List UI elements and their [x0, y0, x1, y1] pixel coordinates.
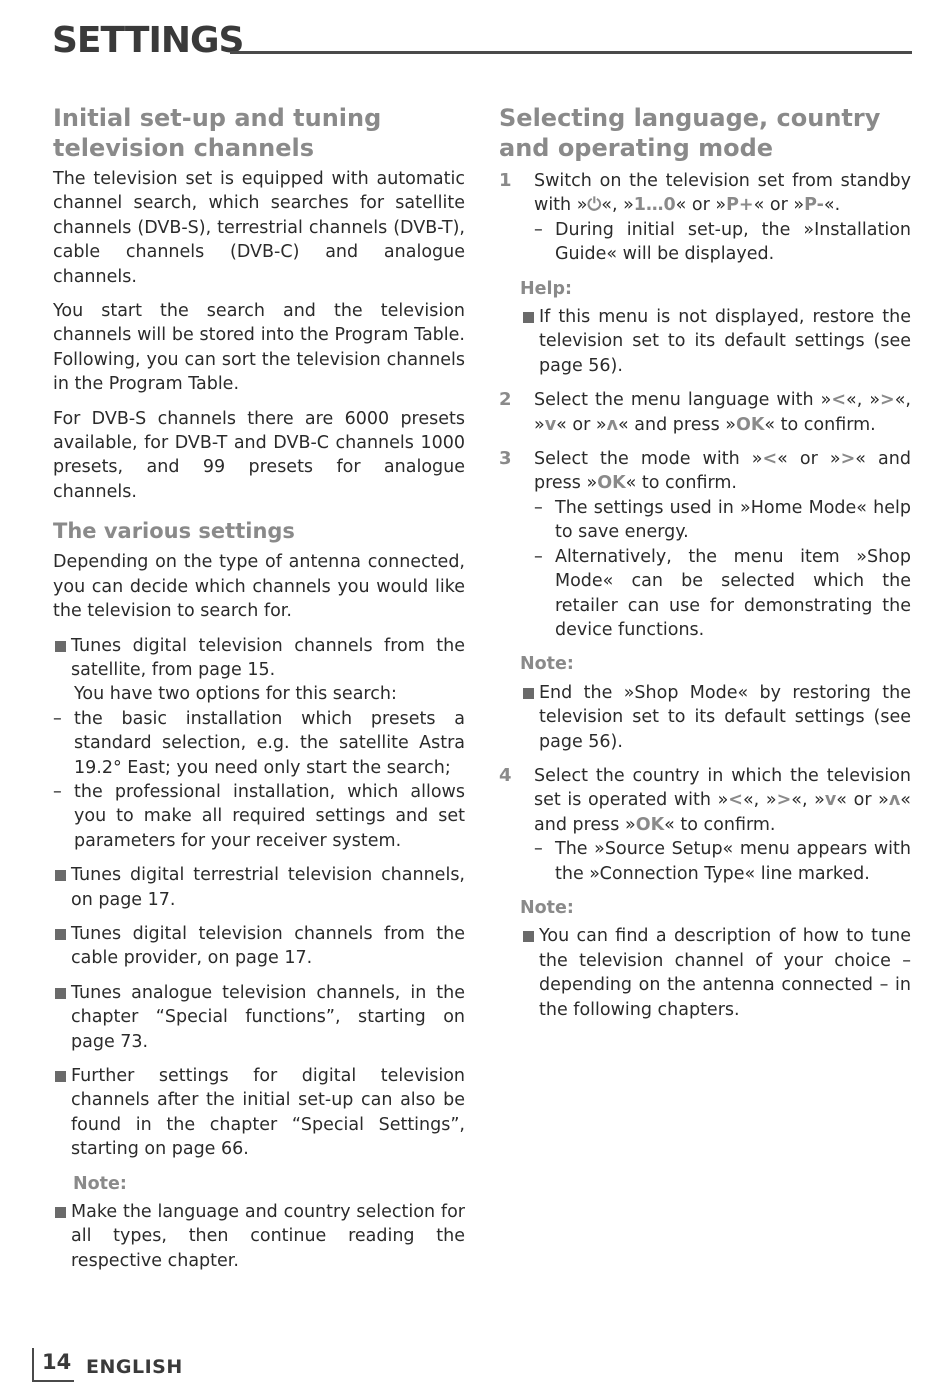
text: « or » — [777, 449, 841, 470]
list-item-text: If this menu is not displayed, restore the television set to its default settings (see page 56). — [539, 307, 911, 376]
dash: – — [534, 497, 543, 518]
sub-item — [534, 218, 911, 267]
ok-key-icon: OK — [735, 414, 765, 435]
list-item-text: Tunes digital television channels from the cable provider, on page 17. — [71, 923, 465, 969]
text: «, » — [846, 390, 881, 411]
up-arrow-key-icon: ʌ — [888, 790, 901, 811]
note-label: Note: — [520, 654, 574, 675]
left-arrow-key-icon: < — [762, 449, 778, 470]
text: « and press » — [534, 449, 911, 494]
text: « to confirm. — [764, 414, 876, 435]
list-item — [53, 634, 465, 854]
power-key-icon: ⏻ — [587, 195, 602, 216]
bullet-square-icon — [55, 641, 66, 652]
left-column — [53, 103, 465, 1283]
list-item — [53, 1200, 465, 1273]
text: « or » — [753, 195, 805, 216]
ok-key-icon: OK — [635, 814, 665, 835]
list-item-text: Tunes analogue television channels, in the chapter “Special functions”, starting on page 73. — [71, 982, 465, 1052]
text: « or » — [556, 414, 607, 435]
footer-rule — [32, 1380, 74, 1382]
text: « and press » — [618, 414, 736, 435]
text: «, » — [791, 790, 825, 811]
text: «, » — [534, 390, 911, 435]
dash: – — [53, 708, 62, 729]
right-arrow-key-icon: > — [880, 390, 895, 411]
sub-item — [53, 780, 465, 853]
note-label: Note: — [73, 1173, 127, 1194]
text: « to confirm. — [625, 473, 737, 494]
bullet-square-icon — [523, 312, 534, 323]
bullet-square-icon — [523, 688, 534, 699]
list-item — [521, 681, 911, 754]
list-item-text: Make the language and country selection for all types, then continue reading the respective chapter. — [71, 1202, 465, 1271]
ok-key-icon: OK — [597, 473, 626, 494]
program-down-key-icon: P- — [804, 195, 824, 216]
text: Switch on the television set from standby with » — [534, 171, 911, 216]
list-item-text: End the »Shop Mode« by restoring the television set to its default settings (see page 56). — [539, 682, 911, 752]
dash: – — [534, 219, 543, 240]
heading-various-settings: The various settings — [53, 519, 295, 544]
list-item — [53, 1064, 465, 1162]
paragraph: The television set is equipped with automatic channel search, which searches for satellite channels (DVB-S), terrestrial channels (DVB-T), cable channels (DVB-C) and analogue channels. — [53, 169, 465, 287]
sub-item — [53, 707, 465, 780]
right-column — [499, 103, 911, 1032]
list-item — [53, 981, 465, 1054]
section-title: SETTINGS — [52, 20, 244, 61]
page-footer — [32, 1346, 232, 1382]
bullet-square-icon — [55, 988, 66, 999]
text: «, » — [742, 790, 777, 811]
list-item — [53, 922, 465, 971]
paragraph: Depending on the type of antenna connected, you can decide which channels you would like the television to search for. — [53, 552, 465, 622]
footer-language: ENGLISH — [86, 1356, 183, 1378]
left-arrow-key-icon: < — [728, 790, 743, 811]
list-item-text: Tunes digital terrestrial television channels, on page 17. — [71, 865, 465, 910]
step-number: 4 — [499, 764, 512, 786]
step-1 — [499, 169, 911, 267]
list-item-text: Tunes digital television channels from the satellite, from page 15. — [71, 635, 465, 680]
text: « or » — [836, 790, 889, 811]
text: Select the country in which the television set is operated with » — [534, 765, 911, 811]
sub-item-text: the professional installation, which allows you to make all required settings and set parameters for your receiver system. — [74, 781, 465, 851]
text: « to confirm. — [664, 814, 776, 835]
text: Select the menu language with » — [534, 390, 832, 411]
step-number: 3 — [499, 448, 512, 470]
header-rule — [230, 51, 912, 54]
right-arrow-key-icon: > — [776, 790, 792, 811]
down-arrow-key-icon: v — [544, 414, 557, 435]
step-number: 1 — [499, 170, 512, 191]
up-arrow-key-icon: ʌ — [606, 414, 619, 435]
list-item-text: You can find a description of how to tune the television channel of your choice – depending on the antenna connected – in the following chapters. — [539, 926, 911, 1020]
text: «. — [823, 195, 841, 216]
step-text — [534, 388, 911, 437]
bullet-square-icon — [55, 1071, 66, 1082]
text: « and press » — [534, 790, 911, 835]
bullet-square-icon — [55, 870, 66, 881]
left-arrow-key-icon: < — [831, 390, 846, 411]
digit-keys-icon: 1…0 — [633, 195, 676, 216]
bullet-square-icon — [55, 1207, 66, 1218]
sub-item — [534, 545, 911, 643]
dash: – — [534, 546, 543, 567]
paragraph: You start the search and the television channels will be stored into the Program Table. Following, you can sort the television channels in the Program Table. — [53, 301, 465, 395]
bullet-square-icon — [55, 929, 66, 940]
sub-item-text: The »Source Setup« menu appears with the »Connection Type« line marked. — [555, 839, 911, 884]
sub-item-text: Alternatively, the menu item »Shop Mode« can be selected which the retailer can use for demonstrating the device functions. — [555, 546, 911, 640]
sub-item-text: The settings used in »Home Mode« help to save energy. — [555, 497, 911, 543]
list-item — [521, 305, 911, 378]
right-arrow-key-icon: > — [840, 449, 856, 470]
paragraph: For DVB-S channels there are 6000 presets available, for DVB-T and DVB-C channels 1000 presets, and 99 presets for analogue channels. — [53, 408, 465, 502]
step-text — [534, 764, 911, 837]
page-number: 14 — [42, 1350, 72, 1374]
list-item — [53, 863, 465, 912]
dash: – — [53, 781, 62, 802]
sub-item — [534, 837, 911, 886]
bullet-square-icon — [523, 931, 534, 942]
text: Select the mode with » — [534, 449, 763, 470]
sub-item-text: During initial set-up, the »Installation Guide« will be displayed. — [555, 219, 911, 265]
step-2 — [499, 388, 911, 437]
heading-language-country: Selecting language, country and operating mode — [499, 104, 881, 162]
step-text — [534, 169, 911, 218]
text: «, » — [601, 195, 634, 216]
list-item — [521, 924, 911, 1022]
step-text — [534, 447, 911, 496]
sub-item — [534, 496, 911, 545]
text: « or » — [675, 195, 727, 216]
step-number: 2 — [499, 389, 512, 411]
step-4 — [499, 764, 911, 886]
heading-initial-setup: Initial set-up and tuning television channels — [53, 104, 382, 162]
step-3 — [499, 447, 911, 642]
footer-rule — [32, 1348, 34, 1380]
dash: – — [534, 839, 543, 860]
down-arrow-key-icon: v — [824, 790, 837, 811]
list-item-note: You have two options for this search: — [74, 684, 397, 705]
help-label: Help: — [520, 278, 573, 299]
page-header — [52, 18, 912, 62]
sub-item-text: the basic installation which presets a standard selection, e.g. the satellite Astra 19.2° East; you need only start the search; — [74, 708, 465, 778]
list-item-text: Further settings for digital television channels after the initial set-up can also be found in the chapter “Special Settings”, starting on page 66. — [71, 1066, 465, 1160]
note-label: Note: — [520, 897, 574, 918]
program-up-key-icon: P+ — [726, 195, 754, 216]
